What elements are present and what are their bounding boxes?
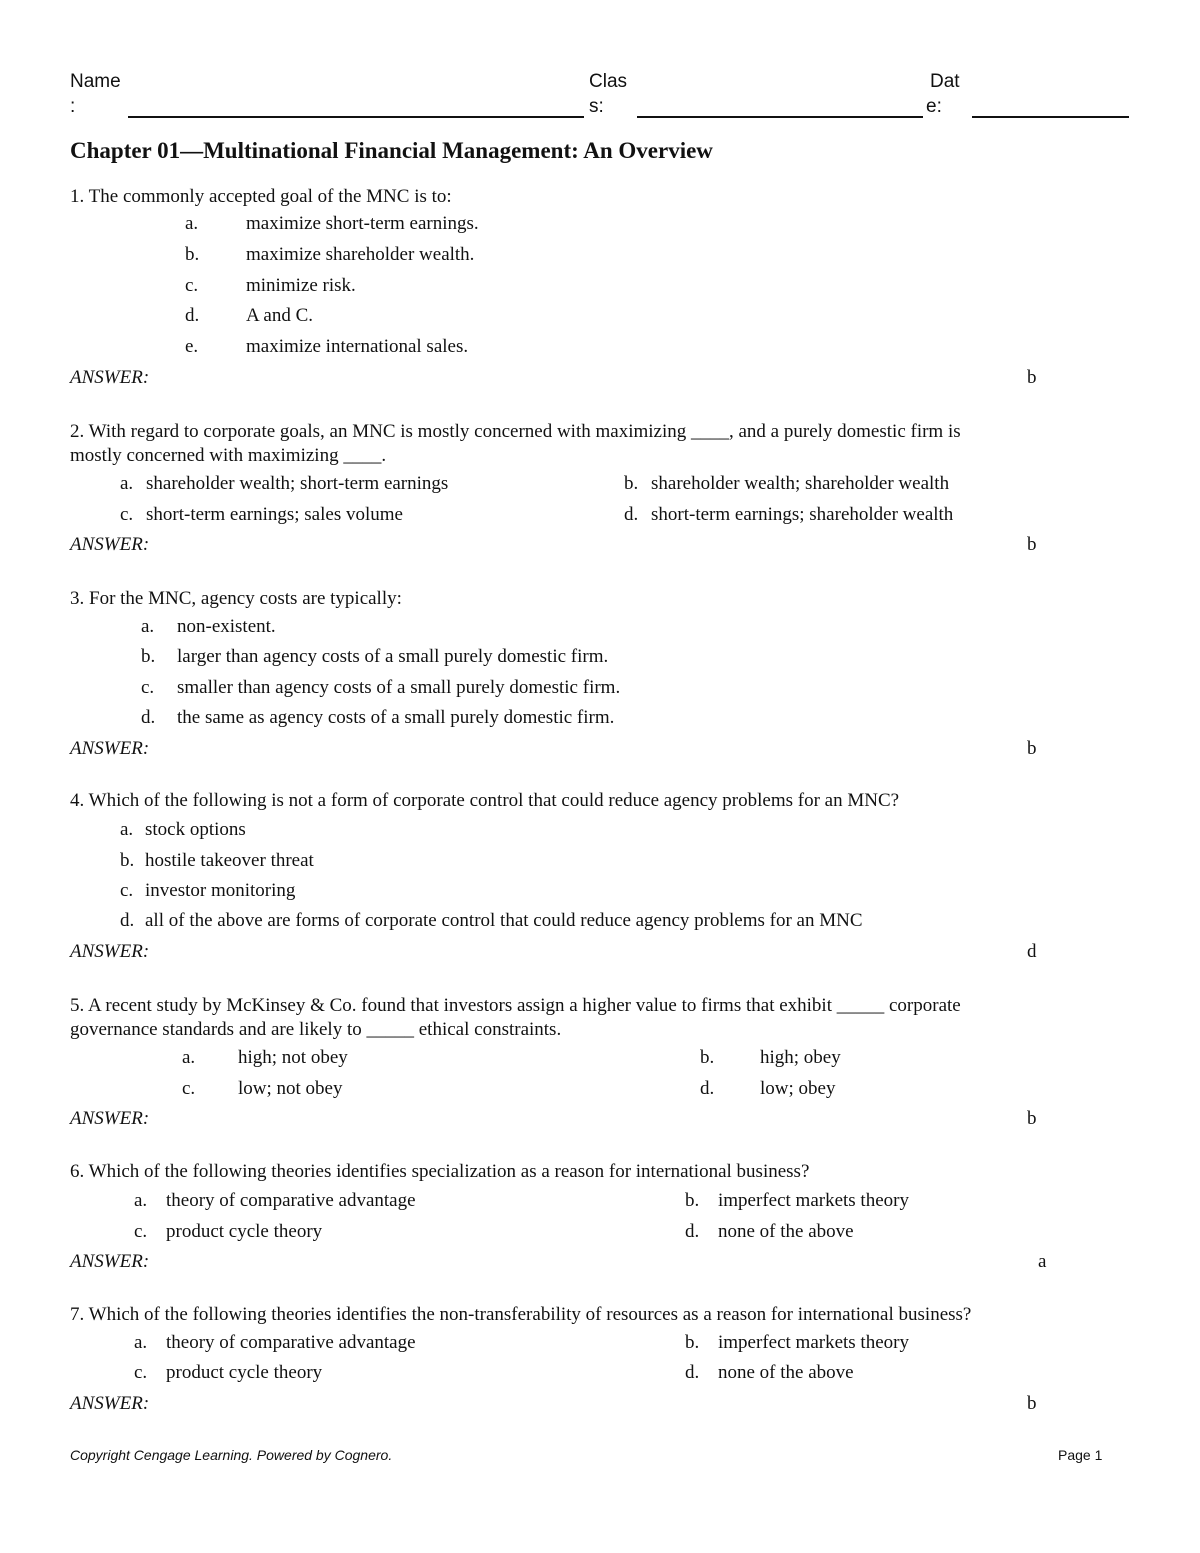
name-label: Name: [70, 71, 121, 92]
option-letter: d.: [700, 1078, 715, 1099]
option-letter: a.: [141, 616, 155, 637]
date-label: Dat: [930, 71, 960, 92]
option-letter: b.: [141, 646, 156, 667]
question-text: 1. The commonly accepted goal of the MNC is to:: [70, 186, 452, 207]
option-letter: c.: [185, 275, 199, 296]
option-text: theory of comparative advantage: [166, 1190, 416, 1211]
option-letter: a.: [182, 1047, 196, 1068]
answer-label: ANSWER:: [70, 941, 150, 962]
option-letter: b.: [185, 244, 200, 265]
option-letter: c.: [141, 677, 155, 698]
option-text: theory of comparative advantage: [166, 1332, 416, 1353]
option-text: imperfect markets theory: [718, 1190, 909, 1211]
answer-value: b: [1027, 1393, 1037, 1414]
option-text: shareholder wealth; short-term earnings: [146, 473, 449, 494]
option-text: smaller than agency costs of a small purely domestic firm.: [177, 677, 621, 698]
answer-value: b: [1027, 1108, 1037, 1129]
question-text-continued: mostly concerned with maximizing ____.: [70, 445, 387, 466]
option-text: product cycle theory: [166, 1362, 323, 1383]
option-text: non-existent.: [177, 616, 276, 637]
class-label: Clas: [589, 71, 628, 92]
chapter-title: Chapter 01—Multinational Financial Management: An Overview: [70, 138, 713, 163]
page-number: Page 1: [1058, 1447, 1103, 1463]
answer-label: ANSWER:: [70, 534, 150, 555]
answer-value: b: [1027, 367, 1037, 388]
option-letter: c.: [134, 1362, 148, 1383]
option-text: larger than agency costs of a small purely domestic firm.: [177, 646, 609, 667]
option-text: shareholder wealth; shareholder wealth: [651, 473, 950, 494]
answer-value: b: [1027, 534, 1037, 555]
option-text: maximize international sales.: [246, 336, 469, 357]
option-letter: d.: [685, 1221, 700, 1242]
answer-label: ANSWER:: [70, 1108, 150, 1129]
option-letter: d.: [685, 1362, 700, 1383]
option-letter: b.: [120, 850, 135, 871]
option-letter: d.: [141, 707, 156, 728]
option-text: imperfect markets theory: [718, 1332, 909, 1353]
option-text: high; obey: [760, 1047, 841, 1068]
option-letter: c.: [120, 504, 134, 525]
date-label-suffix: e:: [926, 96, 942, 117]
option-text: maximize shareholder wealth.: [246, 244, 475, 265]
option-letter: c.: [182, 1078, 196, 1099]
option-letter: c.: [120, 880, 134, 901]
option-text: high; not obey: [238, 1047, 348, 1068]
option-text: the same as agency costs of a small purely domestic firm.: [177, 707, 615, 728]
question-text: 4. Which of the following is not a form of corporate control that could reduce agency problems for an MNC?: [70, 790, 900, 811]
option-text: all of the above are forms of corporate control that could reduce agency problems for an MNC: [145, 910, 863, 931]
option-text: maximize short-term earnings.: [246, 213, 479, 234]
option-letter: a.: [134, 1190, 148, 1211]
option-letter: b.: [700, 1047, 715, 1068]
question-text-continued: governance standards and are likely to _____ ethical constraints.: [70, 1019, 562, 1040]
answer-label: ANSWER:: [70, 738, 150, 759]
option-text: none of the above: [718, 1362, 854, 1383]
question-text: 5. A recent study by McKinsey & Co. found that investors assign a higher value to firms that exhibit _____ corporate: [70, 995, 961, 1016]
option-text: stock options: [145, 819, 246, 840]
name-label-colon: :: [70, 96, 76, 117]
option-letter: b.: [685, 1190, 700, 1211]
option-text: product cycle theory: [166, 1221, 323, 1242]
option-letter: a.: [120, 819, 134, 840]
option-letter: d.: [185, 305, 200, 326]
option-letter: a.: [134, 1332, 148, 1353]
option-text: low; not obey: [238, 1078, 343, 1099]
option-letter: c.: [134, 1221, 148, 1242]
question-text: 2. With regard to corporate goals, an MNC is mostly concerned with maximizing ____, and a purely domestic firm is: [70, 421, 961, 442]
answer-value: b: [1027, 738, 1037, 759]
option-text: none of the above: [718, 1221, 854, 1242]
question-text: 6. Which of the following theories identifies specialization as a reason for international business?: [70, 1161, 810, 1182]
option-text: investor monitoring: [145, 880, 296, 901]
option-text: short-term earnings; sales volume: [146, 504, 403, 525]
option-letter: a.: [120, 473, 134, 494]
class-label-suffix: s:: [589, 96, 604, 117]
name-field-line[interactable]: [128, 116, 584, 118]
option-text: short-term earnings; shareholder wealth: [651, 504, 954, 525]
option-letter: d.: [624, 504, 639, 525]
answer-value: d: [1027, 941, 1037, 962]
option-text: low; obey: [760, 1078, 836, 1099]
answer-label: ANSWER:: [70, 1393, 150, 1414]
student-info-header: [0, 70, 1200, 130]
option-text: minimize risk.: [246, 275, 356, 296]
answer-label: ANSWER:: [70, 367, 150, 388]
question-text: 7. Which of the following theories identifies the non-transferability of resources as a reason for international business?: [70, 1304, 972, 1325]
answer-value: a: [1038, 1251, 1047, 1272]
copyright-notice: Copyright Cengage Learning. Powered by Cognero.: [70, 1447, 393, 1463]
question-text: 3. For the MNC, agency costs are typically:: [70, 588, 402, 609]
option-letter: b.: [685, 1332, 700, 1353]
option-letter: e.: [185, 336, 199, 357]
class-field-line[interactable]: [637, 116, 923, 118]
option-letter: b.: [624, 473, 639, 494]
option-text: hostile takeover threat: [145, 850, 314, 871]
option-letter: a.: [185, 213, 199, 234]
answer-label: ANSWER:: [70, 1251, 150, 1272]
option-text: A and C.: [246, 305, 314, 326]
option-letter: d.: [120, 910, 135, 931]
date-field-line[interactable]: [972, 116, 1129, 118]
